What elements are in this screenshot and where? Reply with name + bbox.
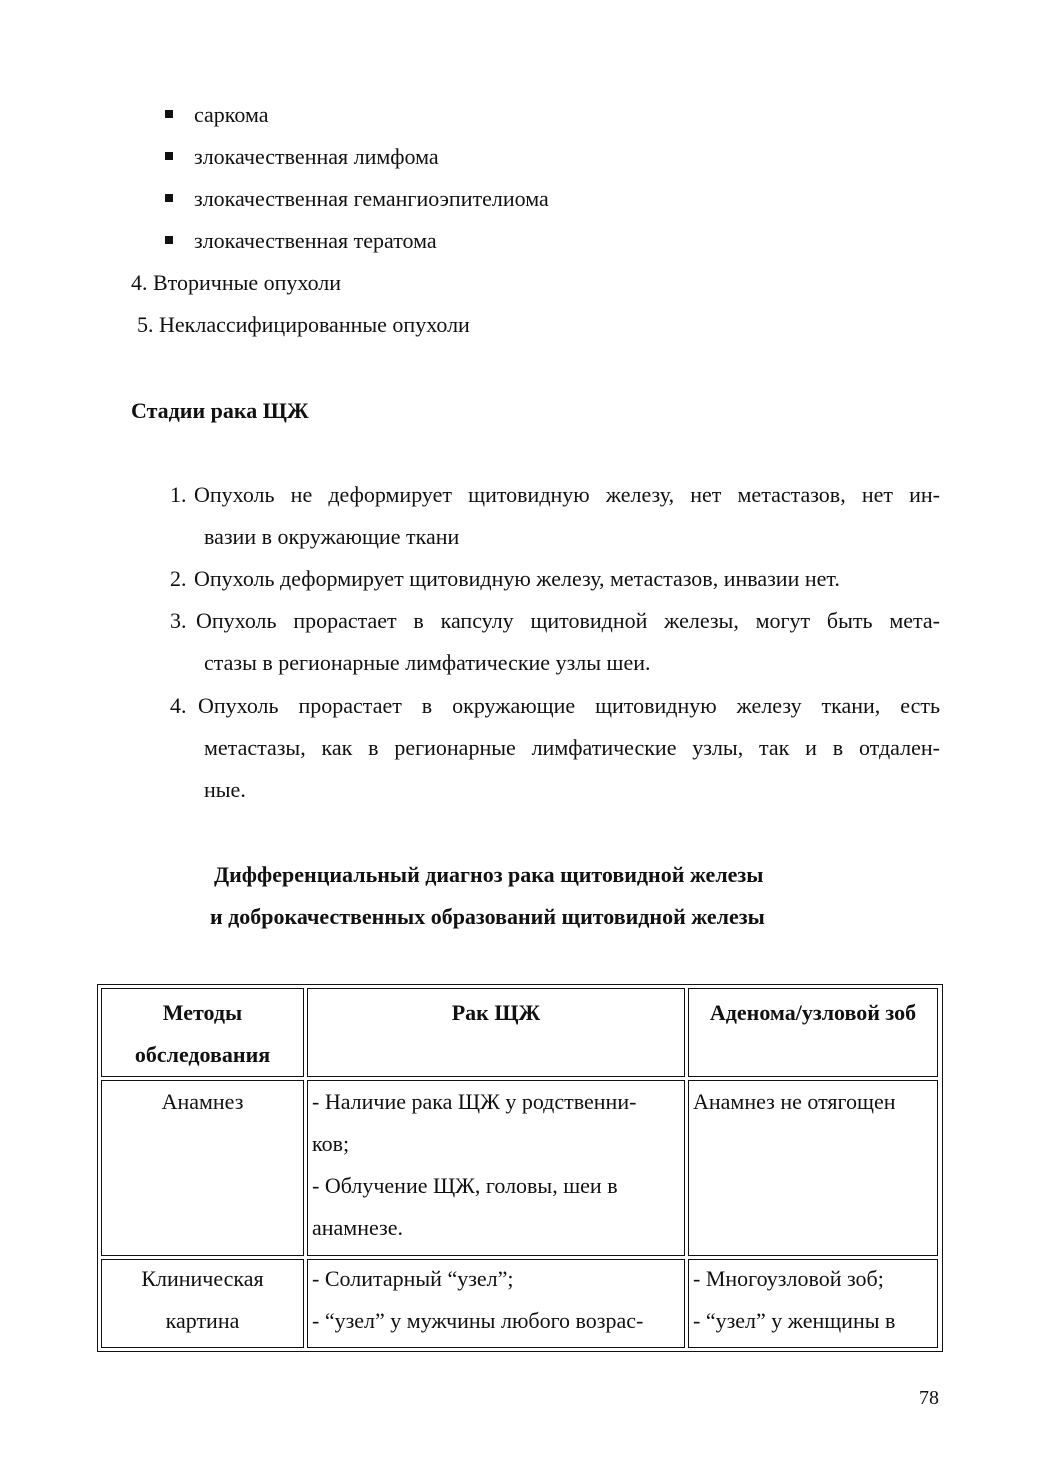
- cell-line: Анамнез не отягощен: [693, 1089, 896, 1114]
- cell-line: - Наличие рака ЩЖ у родственни-: [312, 1089, 637, 1114]
- header-cell-adenoma: [688, 988, 938, 1077]
- cell-line: картина: [165, 1308, 240, 1333]
- square-bullet-icon: [165, 152, 173, 160]
- stage-text-line: Опухоль деформирует щитовидную железу, метастазов, инвазии нет.: [194, 566, 840, 591]
- stage-number: 4.: [170, 693, 187, 718]
- stage-text-line: Опухоль не деформирует щитовидную железу, нет метастазов, нет ин-: [194, 482, 940, 507]
- stage-text-line: вазии в окружающие ткани: [204, 524, 460, 549]
- list-item-text: саркома: [194, 102, 269, 127]
- cell-line: - “узел” у женщины в: [693, 1308, 896, 1333]
- diff-heading-line-1: Дифференциальный диагноз рака щитовидной железы: [214, 862, 764, 887]
- stage-text-line: Опухоль прорастает в окружающие щитовидную железу ткани, есть: [198, 693, 940, 718]
- header-methods-line: Методы: [162, 1000, 243, 1025]
- stage-text-line: ные.: [204, 777, 246, 802]
- stage-number: 3.: [170, 608, 187, 633]
- square-bullet-icon: [165, 194, 173, 202]
- stage-number: 2.: [170, 566, 187, 591]
- list-item-text: злокачественная лимфома: [194, 144, 439, 169]
- page-number: 78: [919, 1387, 939, 1409]
- table-cell-cancer: [307, 1080, 685, 1256]
- table-cell-method: [101, 1080, 304, 1256]
- cell-line: - Многоузловой зоб;: [693, 1266, 884, 1291]
- header-cell-cancer: [307, 988, 685, 1077]
- stage-text-line: Опухоль прорастает в капсулу щитовидной железы, могут быть мета-: [196, 608, 940, 633]
- header-cancer: Рак ЩЖ: [451, 1000, 541, 1025]
- stages-heading: Стадии рака ЩЖ: [131, 398, 309, 423]
- stage-text-line: стазы в регионарные лимфатические узлы шеи.: [204, 650, 651, 675]
- table-cell-adenoma: [688, 1080, 938, 1256]
- cell-line: - Облучение ЩЖ, головы, шеи в: [312, 1173, 618, 1198]
- numbered-item-unclassified-tumors: 5. Неклассифицированные опухоли: [137, 312, 470, 337]
- list-item-text: злокачественная тератома: [194, 228, 437, 253]
- table-cell-method: [101, 1259, 304, 1348]
- cell-line: - “узел” у мужчины любого возрас-: [312, 1308, 644, 1333]
- numbered-item-secondary-tumors: 4. Вторичные опухоли: [131, 270, 342, 295]
- stage-text-line: метастазы, как в регионарные лимфатические узлы, так и в отдален-: [204, 735, 940, 760]
- cell-line: ков;: [312, 1131, 350, 1156]
- list-item-text: злокачественная гемангиоэпителиома: [194, 186, 549, 211]
- square-bullet-icon: [165, 236, 173, 244]
- header-cell-methods: [101, 988, 304, 1077]
- stage-number: 1.: [170, 482, 187, 507]
- header-adenoma: Аденома/узловой зоб: [709, 1000, 917, 1025]
- square-bullet-icon: [165, 110, 173, 118]
- cell-line: Клиническая: [141, 1266, 264, 1291]
- cell-line: - Солитарный “узел”;: [312, 1266, 514, 1291]
- header-methods-line: обследования: [134, 1042, 271, 1067]
- cell-line: Анамнез: [161, 1089, 244, 1114]
- diff-heading-line-2: и доброкачественных образований щитовидной железы: [210, 904, 765, 929]
- diagnosis-table: [97, 984, 943, 1352]
- cell-line: анамнезе.: [312, 1215, 403, 1240]
- table-cell-cancer: [307, 1259, 685, 1348]
- table-cell-adenoma: [688, 1259, 938, 1348]
